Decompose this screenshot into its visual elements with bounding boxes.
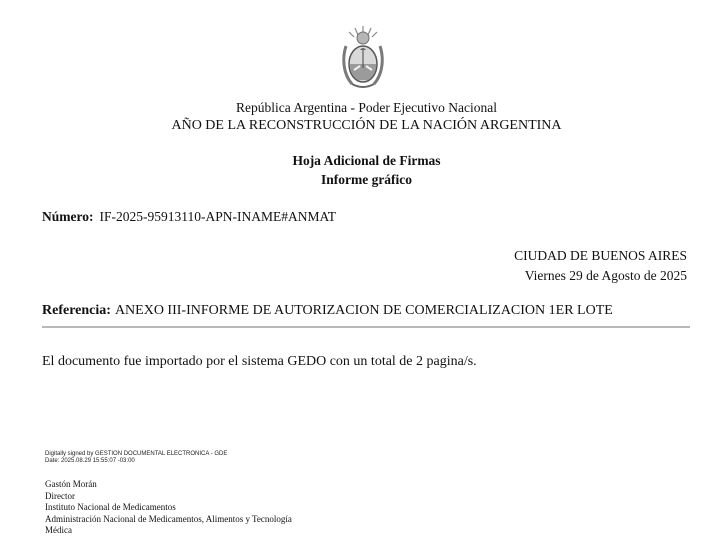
signer-name: Gastón Morán bbox=[45, 479, 97, 489]
signer-block bbox=[45, 479, 292, 537]
reference-value: ANEXO III-INFORME DE AUTORIZACION DE COMERCIALIZACION 1ER LOTE bbox=[114, 303, 613, 318]
year-motto: AÑO DE LA RECONSTRUCCIÓN DE LA NACIÓN ARGENTINA bbox=[171, 118, 562, 133]
document-type: Hoja Adicional de Firmas bbox=[292, 153, 441, 168]
reference-label: Referencia: bbox=[42, 303, 111, 318]
document-reference bbox=[42, 303, 613, 319]
digital-signature-stamp bbox=[45, 451, 227, 465]
signer-institute: Instituto Nacional de Medicamentos bbox=[45, 502, 176, 512]
document-date: Viernes 29 de Agosto de 2025 bbox=[524, 268, 687, 283]
document-number-label: Número: bbox=[42, 209, 94, 224]
signer-role: Director bbox=[45, 490, 75, 501]
document-number bbox=[42, 209, 336, 225]
digital-signed-by: Digitally signed by GESTION DOCUMENTAL ELECTRONICA - GDE bbox=[45, 451, 228, 457]
document-body: El documento fue importado por el sistema GEDO con un total de 2 pagina/s. bbox=[42, 354, 477, 369]
government-header: República Argentina - Poder Ejecutivo Nacional bbox=[235, 100, 498, 115]
horizontal-divider bbox=[42, 326, 690, 328]
document-subtype: Informe gráfico bbox=[320, 172, 413, 187]
document-city: CIUDAD DE BUENOS AIRES bbox=[514, 248, 687, 263]
signer-administration: Administración Nacional de Medicamentos, Alimentos y Tecnología bbox=[45, 513, 292, 524]
signer-administration-cont: Médica bbox=[45, 525, 72, 535]
document-number-value: IF-2025-95913110-APN-INAME#ANMAT bbox=[99, 209, 336, 224]
digital-signed-date: Date: 2025.08.29 15:55:07 -03:00 bbox=[45, 458, 135, 464]
argentina-coat-of-arms-icon bbox=[340, 24, 386, 94]
